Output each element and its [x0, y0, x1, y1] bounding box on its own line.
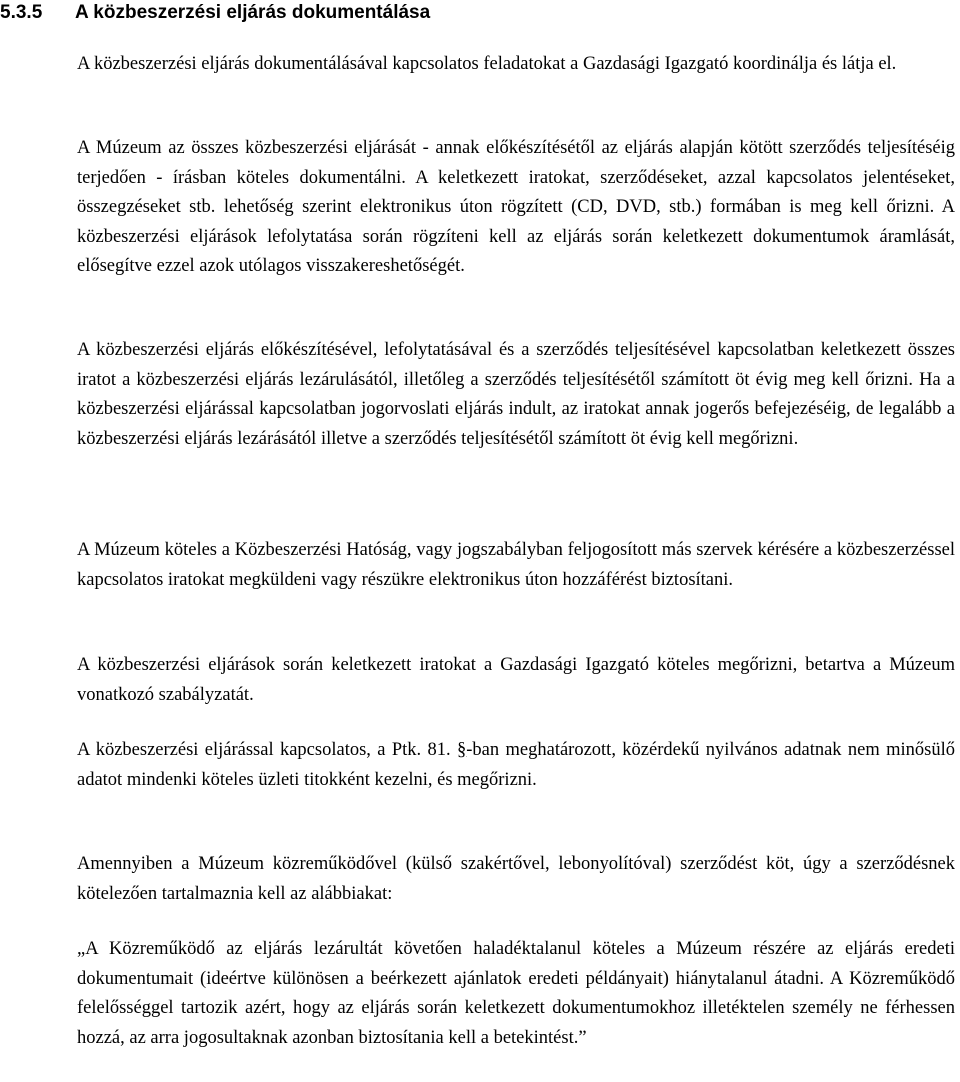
paragraph-contract-clause-quote: „A Közreműködő az eljárás lezárultát követően haladéktalanul köteles a Múzeum részére az eljárás eredeti dokumentumait (ideértve különösen a beérkezett ajánlatok eredeti példányait) hiánytalanul átadni. A Közreműködő felelősséggel tartozik azért, hogy az eljárás során keletkezett dokumentumokhoz illetéktelen személy ne férhessen hozzá, az arra jogosultaknak azonban biztosítania kell a betekintést.”: [77, 939, 955, 1048]
section-title: A közbeszerzési eljárás dokumentálása: [75, 2, 431, 23]
section-number: 5.3.5: [0, 2, 43, 23]
section-heading: [0, 1, 430, 25]
business-secret-text-start: A közbeszerzési eljárással kapcsolatos, a Ptk. 81.: [77, 740, 458, 760]
paragraph-director-storage: A közbeszerzési eljárások során keletkezett iratokat a Gazdasági Igazgató köteles megőrizni, betartva a Múzeum vonatkozó szabályzatát.: [77, 655, 955, 705]
paragraph-contributor-contract: Amennyiben a Múzeum közreműködővel (külső szakértővel, lebonyolítóval) szerződést köt, úgy a szerződésnek kötelezően tartalmaznia kell az alábbiakat:: [77, 854, 955, 904]
paragraph-business-secret: [77, 736, 955, 795]
paragraph-authority-access: A Múzeum köteles a Közbeszerzési Hatóság, vagy jogszabályban feljogosított más szervek kérésére a közbeszerzéssel kapcsolatos iratokat megküldeni vagy részükre elektronikus úton hozzáférést biztosítani.: [77, 540, 955, 590]
paragraph-retention-period: A közbeszerzési eljárás előkészítésével, lefolytatásával és a szerződés teljesítésével kapcsolatban keletkezett összes iratot a közbeszerzési eljárás lezárulásától, illetőleg a szerződés teljesítésétől számított öt évig meg kell őrizni. Ha a közbeszerzési eljárással kapcsolatban jogorvoslati eljárás indult, az iratokat annak jogerős befejezéséig, de legalább a közbeszerzési eljárás lezárásától illetve a szerződés teljesítésétől számított öt évig kell megőrizni.: [77, 340, 955, 449]
section-sign: §: [457, 740, 467, 760]
paragraph-coordination: A közbeszerzési eljárás dokumentálásával kapcsolatos feladatokat a Gazdasági Igazgató koordinálja és látja el.: [77, 54, 897, 74]
business-secret-text-end: -ban meghatározott, közérdekű nyilvános adatnak nem minősülő adatot mindenki köteles üzleti titokként kezelni, és megőrizni.: [77, 740, 955, 790]
paragraph-documentation-duty: A Múzeum az összes közbeszerzési eljárását - annak előkészítésétől az eljárás alapján kötött szerződés teljesítéséig terjedően - írásban köteles dokumentálni. A keletkezett iratokat, szerződéseket, azzal kapcsolatos jelentéseket, összegzéseket stb. lehetőség szerint elektronikus úton rögzített (CD, DVD, stb.) formában is meg kell őrizni. A közbeszerzési eljárások lefolytatása során rögzíteni kell az eljárás során keletkezett dokumentumok áramlását, elősegítve ezzel azok utólagos visszakereshetőségét.: [77, 138, 955, 276]
